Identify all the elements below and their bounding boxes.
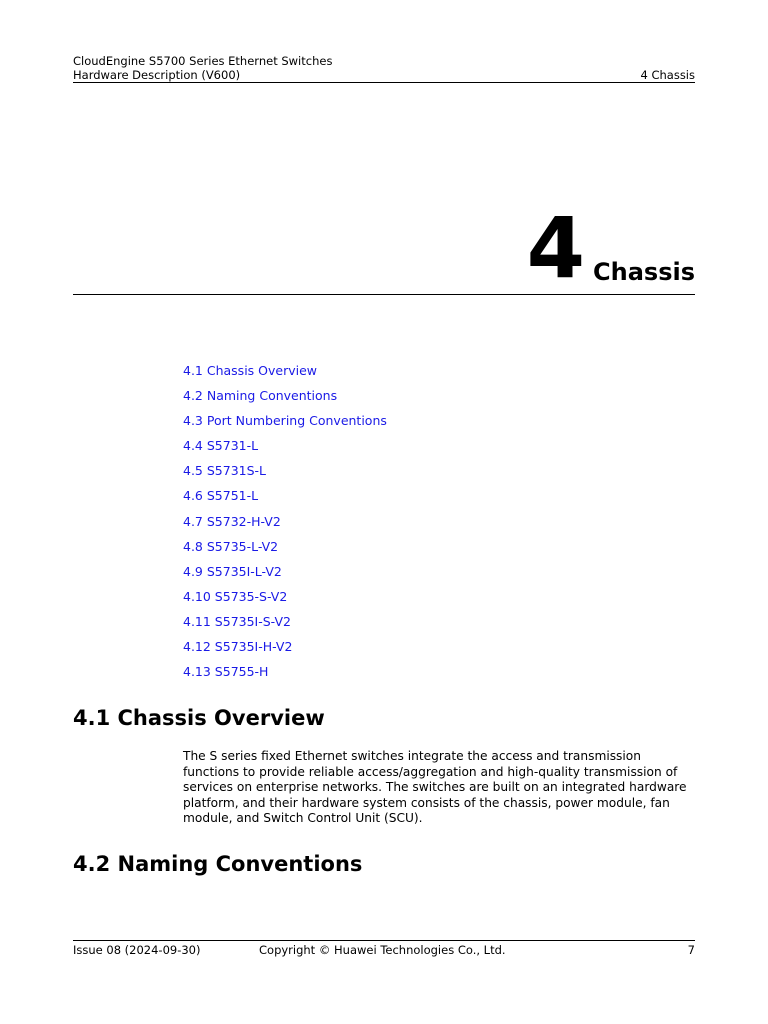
- toc-link[interactable]: 4.9 S5735I-L-V2: [183, 563, 282, 579]
- header-document-row: [73, 68, 695, 82]
- header-chapter-label: 4 Chassis: [640, 68, 695, 82]
- toc-item: [183, 513, 387, 538]
- toc-link[interactable]: 4.13 S5755-H: [183, 664, 269, 680]
- toc-item: [183, 538, 387, 563]
- footer-copyright: Copyright © Huawei Technologies Co., Ltd.: [259, 943, 506, 957]
- header-document-title: Hardware Description (V600): [73, 68, 241, 82]
- toc-link[interactable]: 4.1 Chassis Overview: [183, 363, 317, 378]
- toc-item: [183, 362, 387, 387]
- footer-issue: Issue 08 (2024-09-30): [73, 943, 201, 957]
- toc-link[interactable]: 4.5 S5731S-L: [183, 463, 267, 479]
- toc-link[interactable]: 4.3 Port Numbering Conventions: [183, 413, 387, 429]
- chapter-heading: [526, 199, 695, 297]
- toc-link[interactable]: 4.11 S5735I-S-V2: [183, 613, 291, 629]
- toc-link[interactable]: 4.10 S5735-S-V2: [183, 588, 288, 604]
- section-heading-chassis-overview: 4.1 Chassis Overview: [73, 706, 325, 730]
- section-heading-naming-conventions: 4.2 Naming Conventions: [73, 852, 363, 876]
- header-product-name: CloudEngine S5700 Series Ethernet Switches: [73, 54, 333, 68]
- toc-item: [183, 613, 387, 638]
- chapter-number: 4: [526, 199, 586, 297]
- toc-link[interactable]: 4.8 S5735-L-V2: [183, 538, 279, 554]
- toc-item: [183, 437, 387, 462]
- header-divider: [73, 82, 695, 83]
- toc-item: [183, 563, 387, 588]
- toc-item: [183, 638, 387, 663]
- table-of-contents: [183, 362, 387, 688]
- toc-item: [183, 487, 387, 512]
- chapter-divider: [73, 294, 695, 295]
- toc-item: [183, 462, 387, 487]
- chassis-overview-paragraph: The S series fixed Ethernet switches integrate the access and transmission functions to provide reliable access/aggregation and high-quality transmission of services on enterprise networks. The switches are built on an integrated hardware platform, and their hardware system consists of the chassis, power module, fan module, and Switch Control Unit (SCU).: [183, 749, 687, 825]
- toc-link[interactable]: 4.2 Naming Conventions: [183, 388, 338, 404]
- toc-item: [183, 588, 387, 613]
- toc-item: [183, 412, 387, 437]
- toc-link[interactable]: 4.7 S5732-H-V2: [183, 513, 281, 529]
- toc-link[interactable]: 4.6 S5751-L: [183, 488, 259, 504]
- footer-divider: [73, 940, 695, 941]
- chapter-title: Chassis: [593, 258, 695, 286]
- footer-page-number: 7: [687, 943, 695, 957]
- toc-item: [183, 663, 387, 688]
- toc-link[interactable]: 4.12 S5735I-H-V2: [183, 639, 293, 655]
- toc-link[interactable]: 4.4 S5731-L: [183, 438, 259, 454]
- toc-item: [183, 387, 387, 412]
